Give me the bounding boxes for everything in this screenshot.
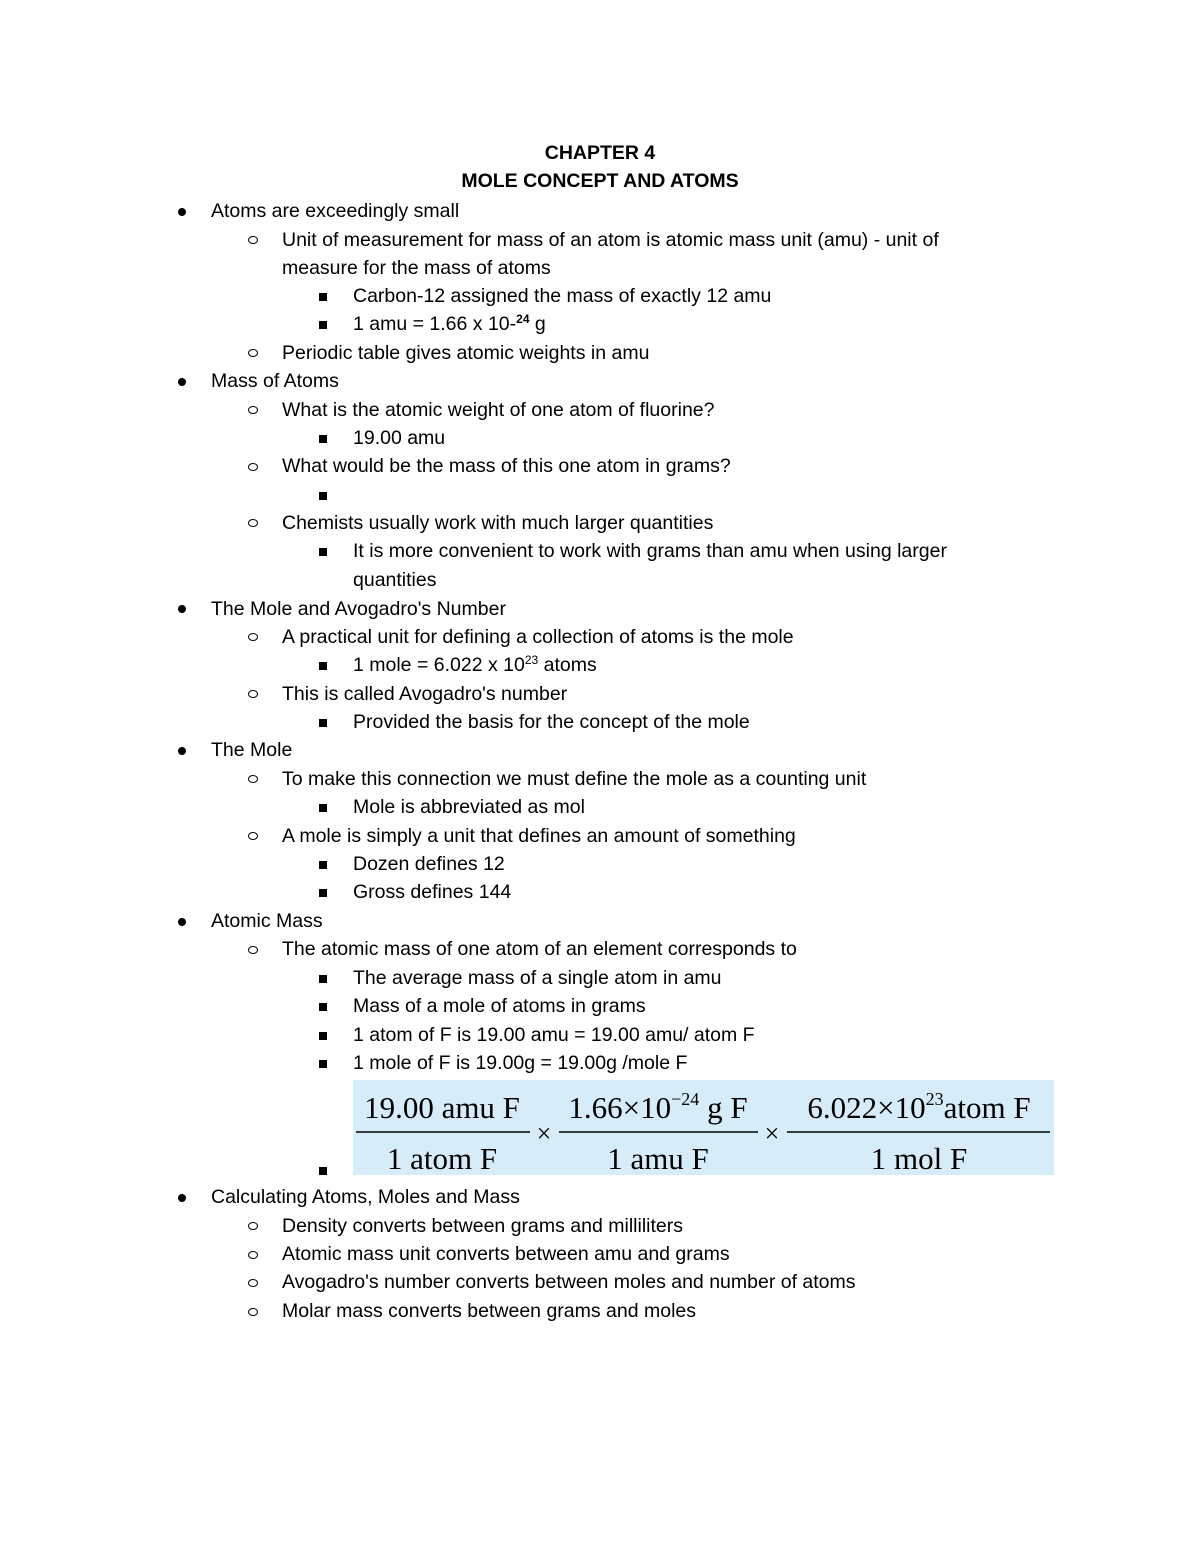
- bullet-circle: [248, 1308, 258, 1316]
- times-sign: ×: [536, 1119, 552, 1148]
- grams-convenient-line2: quantities: [353, 569, 437, 591]
- bullet-disc: [178, 605, 186, 613]
- section-atomic-mass: Atomic Mass: [211, 910, 323, 932]
- bullet-disc: [178, 1194, 186, 1202]
- bullet-square: [319, 1003, 327, 1011]
- atomic-mass-corresponds: The atomic mass of one atom of an element corresponds to: [282, 938, 797, 960]
- bullet-square: [319, 889, 327, 897]
- bullet-circle: [248, 463, 258, 471]
- fraction1-denominator: 1 atom F: [386, 1141, 498, 1175]
- fraction3-denominator: 1 mol F: [870, 1141, 968, 1175]
- bullet-square-empty-item: [319, 492, 327, 500]
- gross-example: Gross defines 144: [353, 881, 512, 903]
- bullet-circle: [248, 1251, 258, 1259]
- bullet-square: [319, 1032, 327, 1040]
- bullet-disc: [178, 378, 186, 386]
- mole-f-mass: 1 mole of F is 19.00g = 19.00g /mole F: [353, 1052, 688, 1074]
- fraction1-numerator: 19.00 amu F: [364, 1090, 520, 1125]
- fraction3-numerator: $6.022\times 10^{23}atom$ F: [807, 1089, 1031, 1125]
- bullet-circle: [248, 946, 258, 954]
- bullet-disc: [178, 918, 186, 926]
- times-sign: ×: [764, 1119, 780, 1148]
- bullet-circle: [248, 832, 258, 840]
- mole-mass-note: Mass of a mole of atoms in grams: [353, 995, 646, 1017]
- section-the-mole: The Mole: [211, 739, 293, 761]
- bullet-circle: [248, 406, 258, 414]
- dozen-example: Dozen defines 12: [353, 853, 505, 875]
- bullet-disc: [178, 747, 186, 755]
- practical-unit-mole: A practical unit for defining a collection of atoms is the mole: [282, 626, 794, 648]
- bullet-square: [319, 804, 327, 812]
- question-atomic-weight: What is the atomic weight of one atom of fluorine?: [282, 399, 715, 421]
- section-atoms-small: Atoms are exceedingly small: [211, 200, 460, 222]
- bullet-square: [319, 1060, 327, 1068]
- bullet-circle: [248, 519, 258, 527]
- chemists-quantities: Chemists usually work with much larger quantities: [282, 512, 714, 534]
- mole-basis-note: Provided the basis for the concept of the mole: [353, 711, 750, 733]
- conversion-equation-image: [353, 1080, 1054, 1175]
- section-calculating: Calculating Atoms, Moles and Mass: [211, 1186, 520, 1208]
- amu-conversion-note: Atomic mass unit converts between amu and grams: [282, 1243, 730, 1265]
- amu-conversion: 1 amu = 1.66 x 10-$^{24}$ g: [353, 312, 546, 335]
- periodic-table-note: Periodic table gives atomic weights in amu: [282, 342, 650, 364]
- bullet-square: [319, 435, 327, 443]
- chapter-title: MOLE CONCEPT AND ATOMS: [461, 170, 739, 192]
- grams-convenient-line1: It is more convenient to work with grams than amu when using larger: [353, 540, 947, 562]
- molar-mass-conversion: Molar mass converts between grams and moles: [282, 1300, 697, 1322]
- bullet-circle: [248, 1222, 258, 1230]
- bullet-square: [319, 321, 327, 329]
- avogadro-conversion: Avogadro's number converts between moles and number of atoms: [282, 1271, 856, 1293]
- atom-f-mass: 1 atom of F is 19.00 amu = 19.00 amu/ atom F: [353, 1024, 755, 1046]
- section-mole-avogadro: The Mole and Avogadro's Number: [211, 598, 506, 620]
- bullet-square: [319, 975, 327, 983]
- avogadro-number-note: This is called Avogadro's number: [282, 683, 568, 705]
- fraction2-denominator: 1 amu F: [607, 1141, 709, 1175]
- bullet-circle: [248, 690, 258, 698]
- answer-atomic-weight: 19.00 amu: [353, 427, 446, 449]
- mole-definition: 1 mole = 6.022 x $10^{23}$ atoms: [353, 653, 597, 676]
- bullet-square: [319, 1167, 327, 1175]
- bullet-circle: [248, 1279, 258, 1287]
- bullet-circle: [248, 236, 258, 244]
- amu-definition-line2: measure for the mass of atoms: [282, 257, 551, 279]
- question-mass-grams: What would be the mass of this one atom in grams?: [282, 455, 731, 477]
- amu-definition-line1: Unit of measurement for mass of an atom is atomic mass unit (amu) - unit of: [282, 229, 939, 251]
- bullet-disc: [178, 208, 186, 216]
- bullet-square: [319, 548, 327, 556]
- bullet-circle: [248, 633, 258, 641]
- bullet-square: [319, 861, 327, 869]
- average-mass-note: The average mass of a single atom in amu: [353, 967, 722, 989]
- bullet-circle: [248, 775, 258, 783]
- bullet-square: [319, 293, 327, 301]
- counting-unit-note: To make this connection we must define the mole as a counting unit: [282, 768, 867, 790]
- carbon-12-note: Carbon-12 assigned the mass of exactly 12 amu: [353, 285, 772, 307]
- chapter-heading: CHAPTER 4: [544, 142, 656, 164]
- section-mass-of-atoms: Mass of Atoms: [211, 370, 339, 392]
- conversion-equation: [353, 1080, 1054, 1175]
- fraction2-numerator: $1.66\times 10^{-24}$ g F: [568, 1089, 748, 1125]
- bullet-square: [319, 719, 327, 727]
- density-conversion: Density converts between grams and milliliters: [282, 1215, 683, 1237]
- mole-unit-note: A mole is simply a unit that defines an amount of something: [282, 825, 796, 847]
- bullet-circle: [248, 349, 258, 357]
- mol-abbreviation: Mole is abbreviated as mol: [353, 796, 585, 818]
- bullet-square: [319, 662, 327, 670]
